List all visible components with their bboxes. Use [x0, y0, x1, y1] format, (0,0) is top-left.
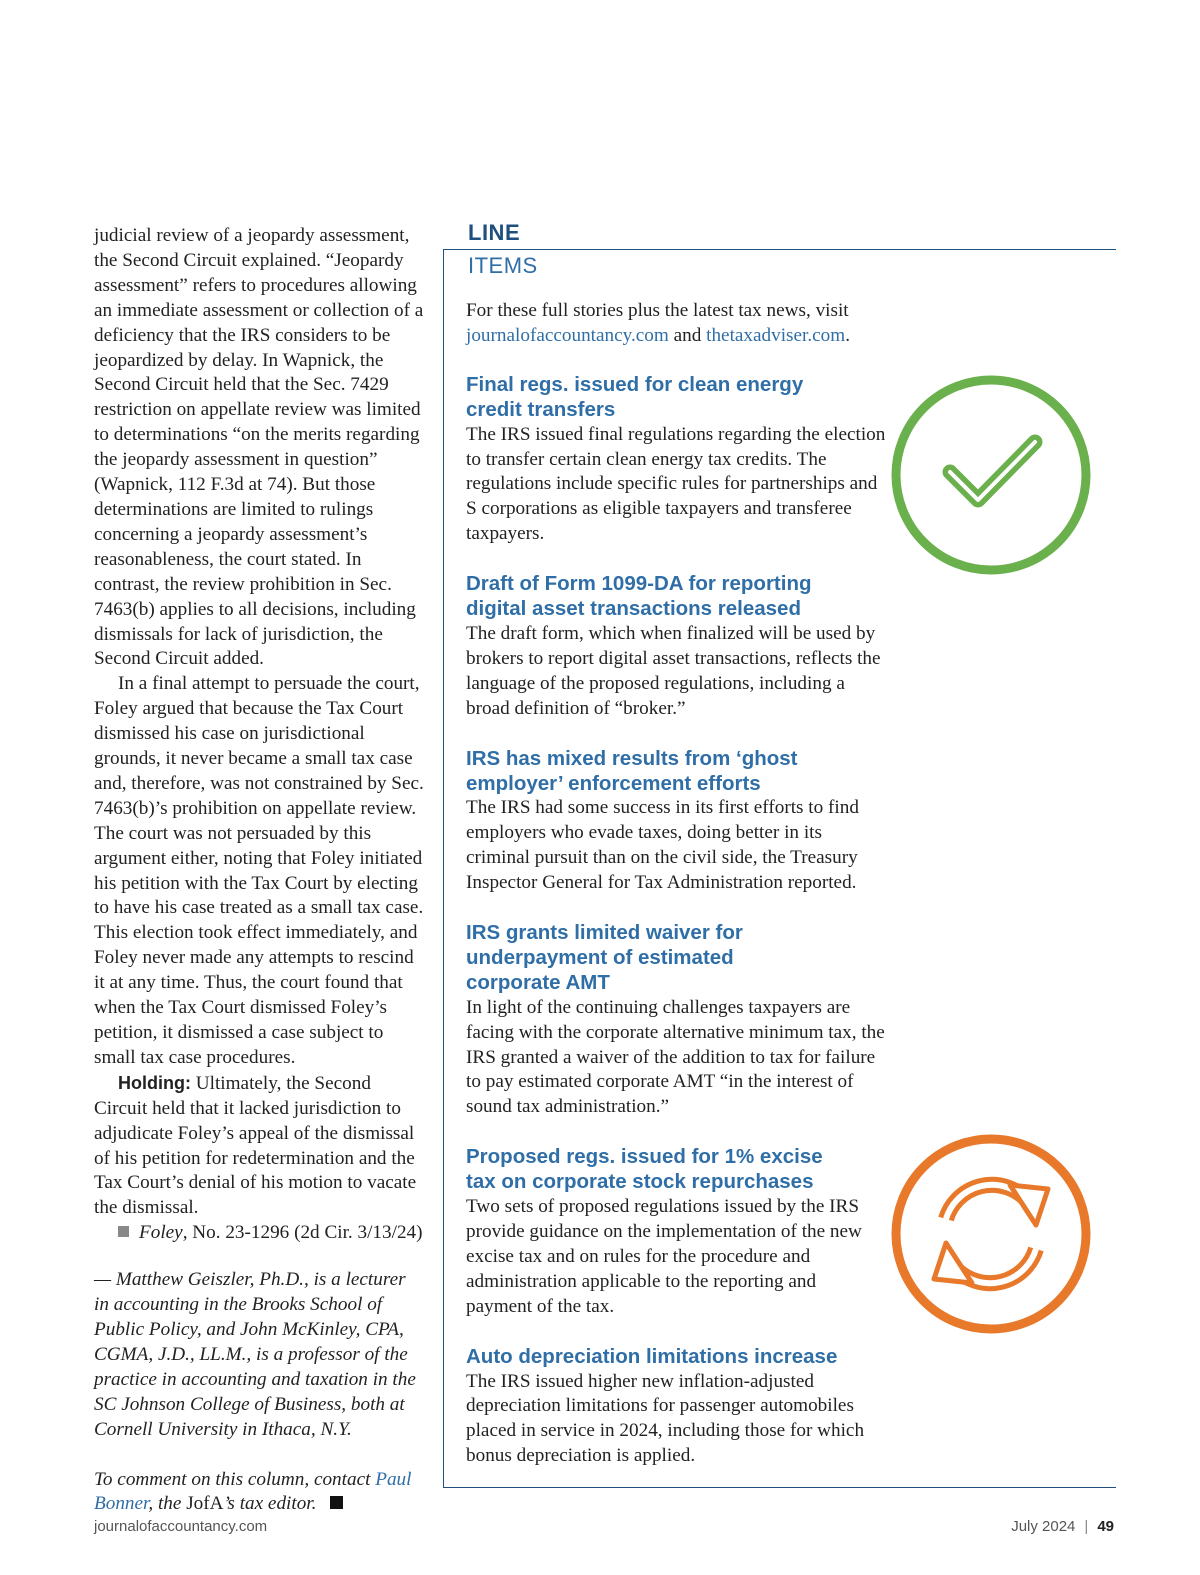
article-paragraph-1: judicial review of a jeopardy assessment, the Second Circuit explained. “Jeopardy assessment” refers to procedures allowing an immediate assessment or collection of a deficiency that the IRS considers to be jeopardized by delay. In Wapnick, the Second Circuit held that the Sec. 7429 restriction on appellate review was limited to determinations “on the merits regarding the jeopardy assessment in question” (Wapnick, 112 F.3d at 74). But those determinations are limited to rulings concerning a jeopardy assessment’s reasonableness, the court stated. In contrast, the review prohibition in Sec. 7463(b) applies to all decisions, including dismissals for lack of jurisdiction, the Second Circuit added.	[94, 225, 424, 670]
holding-paragraph	[94, 1071, 424, 1221]
article-paragraph-2: In a final attempt to persuade the court, Foley argued that because the Tax Court dismissed his case on jurisdictional grounds, it never became a small tax case and, therefore, was not constrained by Sec. 7463(b)’s prohibition on appellate review. The court was not persuaded by this argument either, noting that Foley initiated his petition with the Tax Court by electing to have his case treated as a small tax case. This election took effect immediately, and Foley never made any attempts to rescind it at any time. Thus, the court found that when the Tax Court dismissed Foley’s petition, it dismissed a case subject to small tax case procedures.	[94, 673, 424, 1068]
sidebar-content	[466, 299, 886, 1469]
intro-and: and	[668, 324, 707, 346]
comment-middle: , the	[148, 1493, 187, 1515]
news-item	[466, 921, 886, 1120]
holding-text: Ultimately, the Second Circuit held that it lacked jurisdiction to adjudicate Foley’s appeal of the dismissal of his petition for redetermination and the Tax Court’s denial of his motion to vacate the dismissal.	[94, 1072, 417, 1219]
news-body: The draft form, which when finalized will be used by brokers to report digital asset transactions, reflects the language of the proposed regulations, including a broad definition of “broker.”	[466, 622, 881, 719]
check-circle-icon	[890, 374, 1092, 576]
news-item	[466, 572, 886, 721]
sidebar-title-items: ITEMS	[468, 253, 538, 278]
news-body: The IRS had some success in its first efforts to find employers who evade taxes, doing better in its criminal pursuit than on the civil side, the Treasury Inspector General for Tax Administration reported.	[466, 797, 859, 894]
footer-issue	[1011, 1518, 1114, 1535]
news-headline[interactable]: IRS has mixed results from ‘ghost employer’ enforcement efforts	[466, 746, 798, 795]
comment-suffix: ’s tax editor.	[223, 1493, 317, 1515]
news-item	[466, 747, 886, 896]
footer-site[interactable]: journalofaccountancy.com	[94, 1518, 268, 1535]
news-item	[466, 373, 886, 547]
news-headline[interactable]: Draft of Form 1099-DA for reporting digital asset transactions released	[466, 572, 812, 621]
news-item	[466, 1345, 886, 1470]
news-headline[interactable]: Auto depreciation limitations increase	[466, 1344, 838, 1368]
end-mark-icon	[330, 1496, 343, 1509]
news-body: The IRS issued higher new inflation-adjusted depreciation limitations for passenger automobiles placed in service in 2024, including those for which bonus depreciation is applied.	[466, 1370, 865, 1467]
bullet-square-icon	[118, 1226, 129, 1237]
news-headline[interactable]: IRS grants limited waiver for underpayment of estimated corporate AMT	[466, 921, 743, 994]
author-bio: — Matthew Geiszler, Ph.D., is a lecturer in accounting in the Brooks School of Public Policy, and John McKinley, CPA, CGMA, J.D., LL.M., is a professor of the practice in accounting and taxation in the SC Johnson College of Business, both at Cornell University in Ithaca, N.Y.	[94, 1269, 416, 1440]
taxadviser-link[interactable]: thetaxadviser.com	[706, 324, 846, 346]
citation-rest: , No. 23-1296 (2d Cir. 3/13/24)	[182, 1222, 423, 1244]
sidebar-intro	[466, 299, 886, 349]
footer-separator: |	[1084, 1518, 1089, 1535]
news-headline[interactable]: Final regs. issued for clean energy credit transfers	[466, 372, 804, 421]
news-body: The IRS issued final regulations regarding the election to transfer certain clean energy tax credits. The regulations include specific rules for partnerships and S corporations as eligible taxpayers and transferee taxpayers.	[466, 423, 886, 545]
citation	[94, 1221, 424, 1246]
news-body: In light of the continuing challenges taxpayers are facing with the corporate alternative minimum tax, the IRS granted a waiver of the addition to tax for failure to pay estimated corporate AMT “in the interest of sound tax administration.”	[466, 996, 885, 1118]
news-body: Two sets of proposed regulations issued by the IRS provide guidance on the implementation of the new excise tax and on rules for the procedure and administration applicable to the reporting and payment of the tax.	[466, 1196, 862, 1317]
article-column	[94, 224, 424, 1517]
intro-text: For these full stories plus the latest tax news, visit	[466, 300, 849, 321]
comment-note	[94, 1468, 424, 1518]
refresh-arrows-icon	[890, 1133, 1092, 1335]
footer-date: July 2024	[1011, 1518, 1076, 1535]
sidebar-title-line: LINE	[468, 220, 521, 245]
page-number: 49	[1097, 1518, 1114, 1535]
news-item	[466, 1145, 886, 1319]
journal-link[interactable]: journalofaccountancy.com	[466, 324, 669, 346]
holding-label: Holding:	[118, 1072, 191, 1093]
journal-name: JofA	[186, 1493, 224, 1515]
intro-end: .	[845, 324, 850, 346]
editor-link[interactable]: Paul Bonner	[94, 1468, 412, 1515]
news-headline[interactable]: Proposed regs. issued for 1% excise tax on corporate stock repurchases	[466, 1145, 823, 1194]
citation-case: Foley	[139, 1222, 183, 1244]
comment-prefix: To comment on this column, contact	[94, 1468, 376, 1490]
